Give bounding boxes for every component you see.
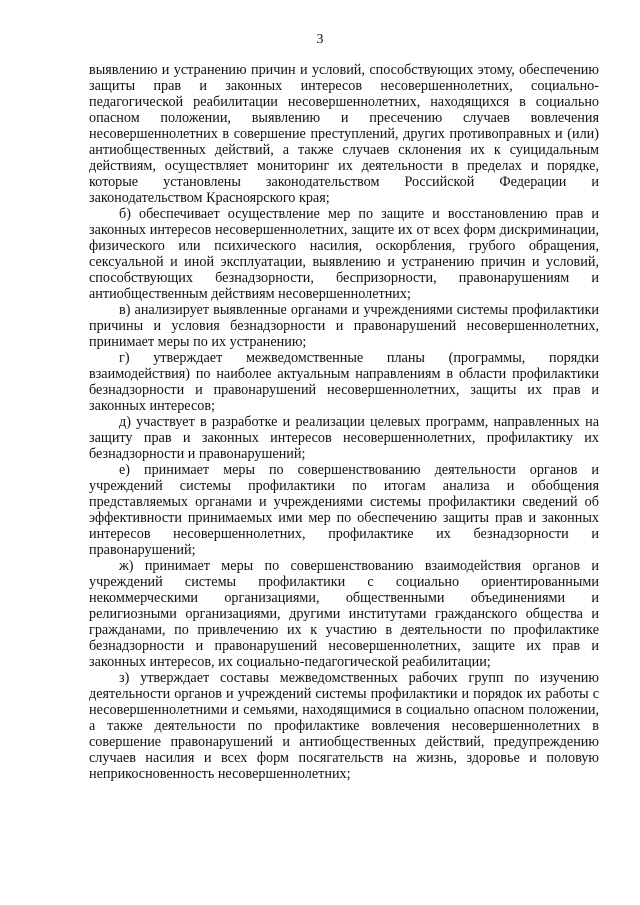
paragraph-item-e: е) принимает меры по совершенствованию деятельности органов и учреждений системы профилактики по итогам анализа и обобщения представляемых органами и учреждениями системы профилактики сведений об эффективности принимаемых ими мер по обеспечению защиты прав и законных интересов несовершеннолетних, профилактике их безнадзорности и правонарушений; [89, 462, 599, 558]
paragraph-item-d: д) участвует в разработке и реализации целевых программ, направленных на защиту прав и законных интересов несовершеннолетних, профилактику их безнадзорности и правонарушений; [89, 414, 599, 462]
paragraph-item-zh: ж) принимает меры по совершенствованию взаимодействия органов и учреждений системы профилактики с социально ориентированными некоммерческими организациями, общественными объединениями и религиозными организациями, другими институтами гражданского общества и гражданами, по привлечению их к участию в деятельности по профилактике безнадзорности и правонарушений несовершеннолетних, защите их прав и законных интересов, их социально-педагогической реабилитации; [89, 558, 599, 670]
paragraph-item-z: з) утверждает составы межведомственных рабочих групп по изучению деятельности органов и учреждений системы профилактики и порядок их работы с несовершеннолетними и семьями, находящимися в социально опасном положении, а также деятельности по профилактике вовлечения несовершеннолетних в совершение правонарушений и антиобщественных действий, предупреждению случаев насилия и всех форм посягательств на жизнь, здоровье и половую неприкосновенность несовершеннолетних; [89, 670, 599, 782]
paragraph-continuation: выявлению и устранению причин и условий, способствующих этому, обеспечению защиты прав и законных интересов несовершеннолетних, социально-педагогической реабилитации несовершеннолетних, находящихся в социально опасном положении, выявлению и пресечению случаев вовлечения несовершеннолетних в совершение преступлений, других противоправных и (или) антиобщественных действий, а также случаев склонения их к суицидальным действиям, осуществляет мониторинг их деятельности в пределах и порядке, которые установлены законодательством Российской Федерации и законодательством Красноярского края; [89, 62, 599, 206]
page-number: 3 [316, 32, 324, 47]
paragraph-item-v: в) анализирует выявленные органами и учреждениями системы профилактики причины и условия безнадзорности и правонарушений несовершеннолетних, принимает меры по их устранению; [89, 302, 599, 350]
paragraph-item-b: б) обеспечивает осуществление мер по защите и восстановлению прав и законных интересов несовершеннолетних, защите их от всех форм дискриминации, физического или психического насилия, оскорбления, грубого обращения, сексуальной и иной эксплуатации, выявлению и устранению причин и условий, способствующих безнадзорности, беспризорности, правонарушениям и антиобщественным действиям несовершеннолетних; [89, 206, 599, 302]
paragraph-item-g: г) утверждает межведомственные планы (программы, порядки взаимодействия) по наиболее актуальным направлениям в области профилактики безнадзорности и правонарушений несовершеннолетних, защиты их прав и законных интересов; [89, 350, 599, 414]
document-body [89, 62, 599, 782]
